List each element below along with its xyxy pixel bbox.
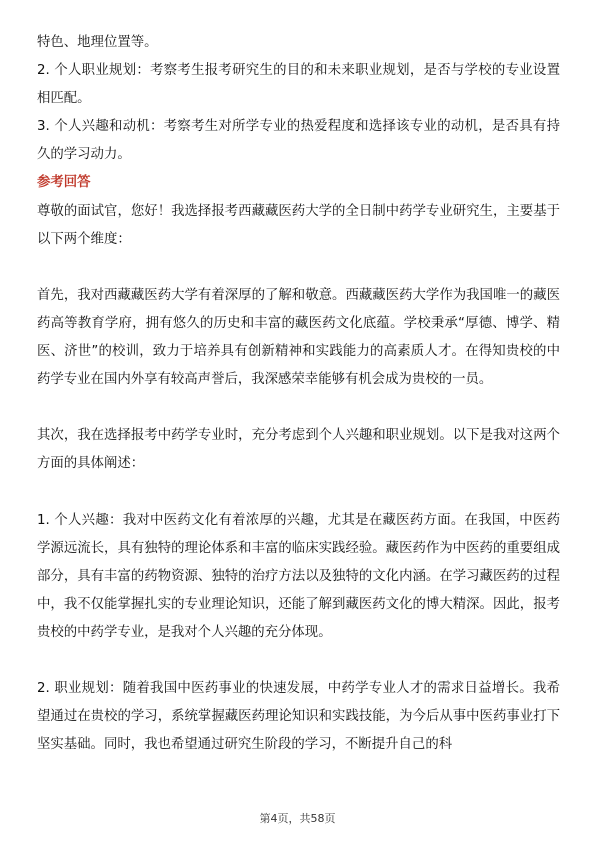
paragraph-gap xyxy=(37,394,560,422)
answer-career-paragraph: 2. 职业规划：随着我国中医药事业的快速发展，中药学专业人才的需求日益增长。我希望通过在贵校的学习，系统掌握藏医药理论知识和实践技能，为今后从事中医药事业打下坚实基础。同时，我也希望通过研究生阶段的学习，不断提升自己的科 xyxy=(37,681,560,753)
paragraph-gap xyxy=(37,254,560,282)
answer-school-paragraph: 首先，我对西藏藏医药大学有着深厚的了解和敬意。西藏藏医药大学作为我国唯一的藏医药高等教育学府，拥有悠久的历史和丰富的藏医药文化底蕴。学校秉承“厚德、博学、精医、济世”的校训，致力于培养具有创新精神和实践能力的高素质人才。在得知贵校的中药学专业在国内外享有较高声誉后，我深感荣幸能够有机会成为贵校的一员。 xyxy=(37,287,560,388)
answer-greeting-paragraph: 尊敬的面试官，您好！我选择报考西藏藏医药大学的全日制中药学专业研究生，主要基于以下两个维度： xyxy=(37,203,560,247)
answer-heading: 参考回答 xyxy=(37,175,91,191)
paragraph-gap xyxy=(37,647,560,675)
page-number-footer: 第4页，共58页 xyxy=(259,812,336,825)
continuation-text: 特色、地理位置等。 xyxy=(37,35,158,50)
answer-major-paragraph: 其次，我在选择报考中药学专业时，充分考虑到个人兴趣和职业规划。以下是我对这两个方面的具体阐述： xyxy=(37,428,560,472)
paragraph-gap xyxy=(37,479,560,507)
criterion-interest-motivation: 3. 个人兴趣和动机：考察考生对所学专业的热爱程度和选择该专业的动机，是否具有持久的学习动力。 xyxy=(37,119,560,163)
answer-interest-paragraph: 1. 个人兴趣：我对中医药文化有着浓厚的兴趣，尤其是在藏医药方面。在我国，中医药学源远流长，具有独特的理论体系和丰富的临床实践经验。藏医药作为中医药的重要组成部分，具有丰富的药物资源、独特的治疗方法以及独特的文化内涵。在学习藏医药的过程中，我不仅能掌握扎实的专业理论知识，还能了解到藏医药文化的博大精深。因此，报考贵校的中药学专业，是我对个人兴趣的充分体现。 xyxy=(37,512,560,640)
criterion-career-planning: 2. 个人职业规划：考察考生报考研究生的目的和未来职业规划，是否与学校的专业设置相匹配。 xyxy=(37,63,560,107)
page-content xyxy=(37,29,560,759)
